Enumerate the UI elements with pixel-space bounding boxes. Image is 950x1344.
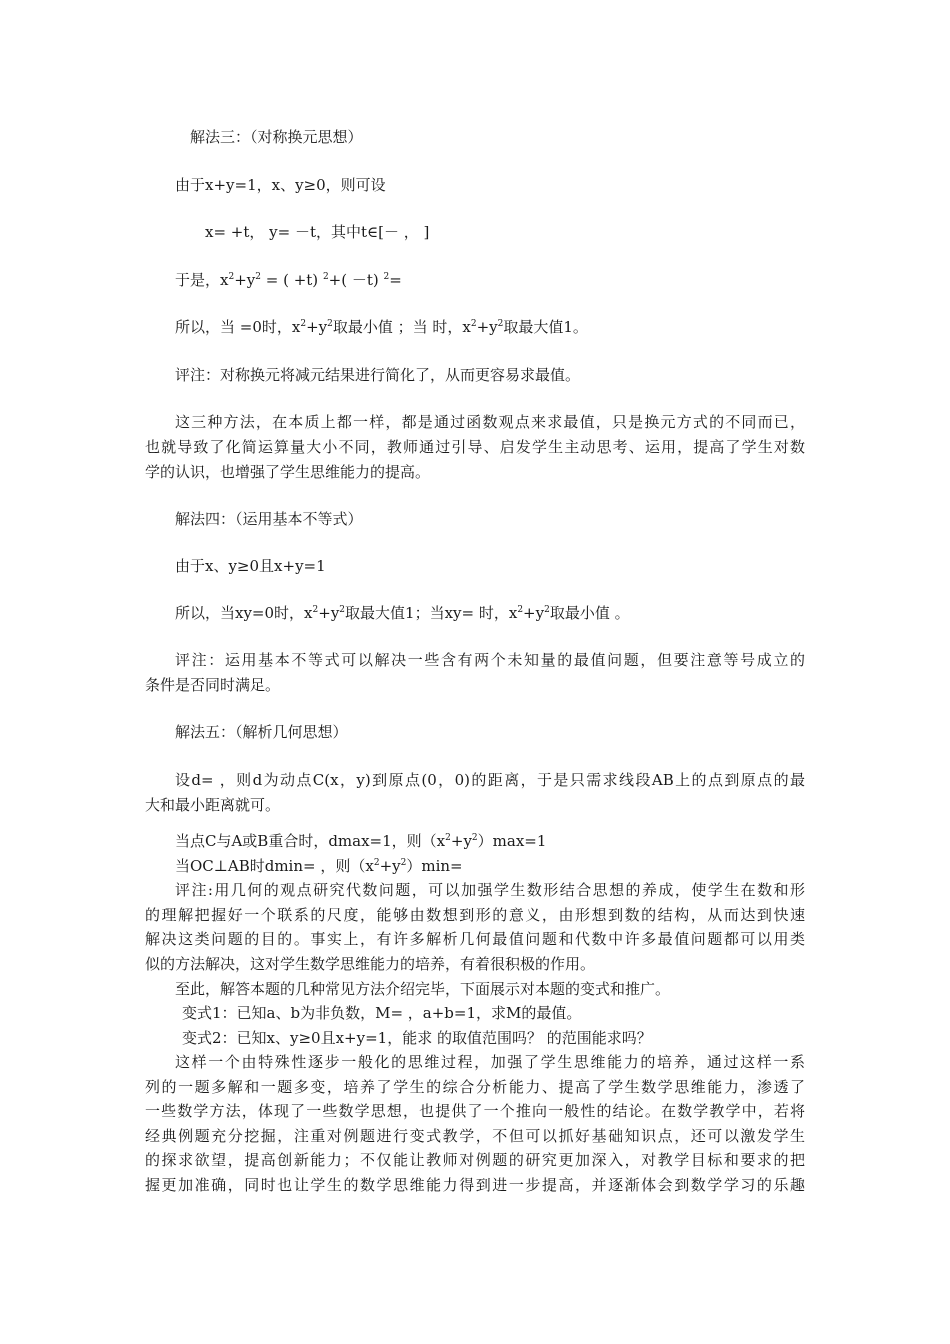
superscript: 2 <box>312 605 319 615</box>
equation-line <box>175 270 402 290</box>
paragraph-line: 握更加准确，同时也让学生的数学思维能力得到进一步提高，并逐渐体会到数学学习的乐趣 <box>145 1176 805 1194</box>
text-run: 于是，x <box>175 271 229 289</box>
text-run: 当点C与A或B重合时，dmax=1，则（x <box>175 832 446 850</box>
text-line <box>175 317 588 337</box>
superscript: 2 <box>373 858 380 868</box>
heading-method-5: 解法五：（解析几何思想） <box>175 723 348 741</box>
text-run: 所以，当xy=0时，x <box>175 604 313 622</box>
paragraph-line: 一些数学方法，体现了一些数学思想，也提供了一个推向一般性的结论。在数学教学中，若将 <box>145 1102 805 1120</box>
comment-line: 解决这类问题的目的。事实上，有许多解析几何最值问题和代数中许多最值问题都可以用类 <box>145 930 805 948</box>
text-run: +y <box>523 604 545 622</box>
superscript: 2 <box>339 605 346 615</box>
superscript: 2 <box>497 319 504 329</box>
paragraph-line: 大和最小距离就可。 <box>145 796 281 814</box>
comment-line: 似的方法解决，这对学生数学思维能力的培养，有着很积极的作用。 <box>145 955 596 973</box>
superscript: 2 <box>400 858 407 868</box>
text-run: 取最小值 。 <box>549 604 630 622</box>
paragraph-line: 这样一个由特殊性逐步一般化的思维过程，加强了学生思维能力的培养，通过这样一系 <box>175 1053 805 1071</box>
superscript: 2 <box>383 272 390 282</box>
superscript: 2 <box>327 319 333 329</box>
text-run: +y <box>306 318 328 336</box>
superscript: 2 <box>544 605 550 615</box>
text-line: 由于x+y=1，x、y≥0，则可设 <box>175 176 386 194</box>
heading-method-4: 解法四：（运用基本不等式） <box>175 510 363 528</box>
text-line: 至此，解答本题的几种常见方法介绍完毕，下面展示对本题的变式和推广。 <box>175 980 671 998</box>
heading-method-3: 解法三：（对称换元思想） <box>190 128 363 146</box>
superscript: 2 <box>517 605 524 615</box>
paragraph-line: 的探求欲望，提高创新能力；不仅能让教师对例题的研究更加深入，对教学目标和要求的把 <box>145 1151 805 1169</box>
superscript: 2 <box>470 319 477 329</box>
text-run: 取最小值 ；当 时，x <box>332 318 471 336</box>
text-run: ）min= <box>406 857 463 875</box>
text-run: +y <box>450 832 472 850</box>
text-line <box>175 856 463 876</box>
variant-2: 变式2：已知x、y≥0且x+y=1，能求 的取值范围吗？ 的范围能求吗？ <box>182 1029 652 1047</box>
superscript: 2 <box>228 272 235 282</box>
paragraph-line: 设d= ，则d为动点C(x，y)到原点(0，0)的距离，于是只需求线段AB上的点到原点的最 <box>175 771 805 789</box>
text-run: +y <box>318 604 340 622</box>
superscript: 2 <box>471 833 478 843</box>
paragraph-line: 学的认识，也增强了学生思维能力的提高。 <box>145 463 431 481</box>
paragraph-line: 列的一题多解和一题多变，培养了学生的综合分析能力、提高了学生数学思维能力，渗透了 <box>145 1078 805 1096</box>
text-line: 由于x、y≥0且x+y=1 <box>175 557 326 575</box>
text-run: 取最大值1。 <box>503 318 588 336</box>
comment-line: 条件是否同时满足。 <box>145 676 281 694</box>
equation-line: x= +t， y= －t，其中t∈[－ ， ] <box>205 223 430 241</box>
text-run: 所以，当 =0时，x <box>175 318 301 336</box>
comment-line: 评注:用几何的观点研究代数问题，可以加强学生数形结合思想的养成，使学生在数和形 <box>175 881 805 899</box>
variant-1: 变式1：已知a、b为非负数，M= ，a+b=1，求M的最值。 <box>182 1004 582 1022</box>
comment-line: 评注：运用基本不等式可以解决一些含有两个未知量的最值问题，但要注意等号成立的 <box>175 651 805 669</box>
paragraph-line: 也就导致了化简运算量大小不同，教师通过引导、启发学生主动思考、运用，提高了学生对数 <box>145 438 805 456</box>
text-run: 取最大值1；当xy= 时，x <box>345 604 518 622</box>
paragraph-line: 经典例题充分挖掘，注重对例题进行变式教学，不但可以抓好基础知识点，还可以激发学生 <box>145 1127 805 1145</box>
paragraph-line: 这三种方法，在本质上都一样，都是通过函数观点来求最值，只是换元方式的不同而已， <box>175 413 805 431</box>
superscript: 2 <box>322 272 329 282</box>
text-run: = ( +t) <box>260 271 323 289</box>
text-run: ）max=1 <box>477 832 547 850</box>
text-run: 当OC⊥AB时dmin= ，则（x <box>175 857 374 875</box>
text-run: +y <box>379 857 401 875</box>
text-run: +y <box>234 271 256 289</box>
comment-line: 的理解把握好一个联系的尺度，能够由数想到形的意义，由形想到数的结构，从而达到快速 <box>145 906 805 924</box>
superscript: 2 <box>300 319 307 329</box>
superscript: 2 <box>255 272 261 282</box>
text-run: +y <box>476 318 498 336</box>
text-line <box>175 603 630 623</box>
text-run: = <box>389 271 402 289</box>
superscript: 2 <box>445 833 451 843</box>
comment-line: 评注：对称换元将减元结果进行简化了，从而更容易求最值。 <box>175 366 581 384</box>
text-line <box>175 831 546 851</box>
text-run: +( －t) <box>328 271 384 289</box>
